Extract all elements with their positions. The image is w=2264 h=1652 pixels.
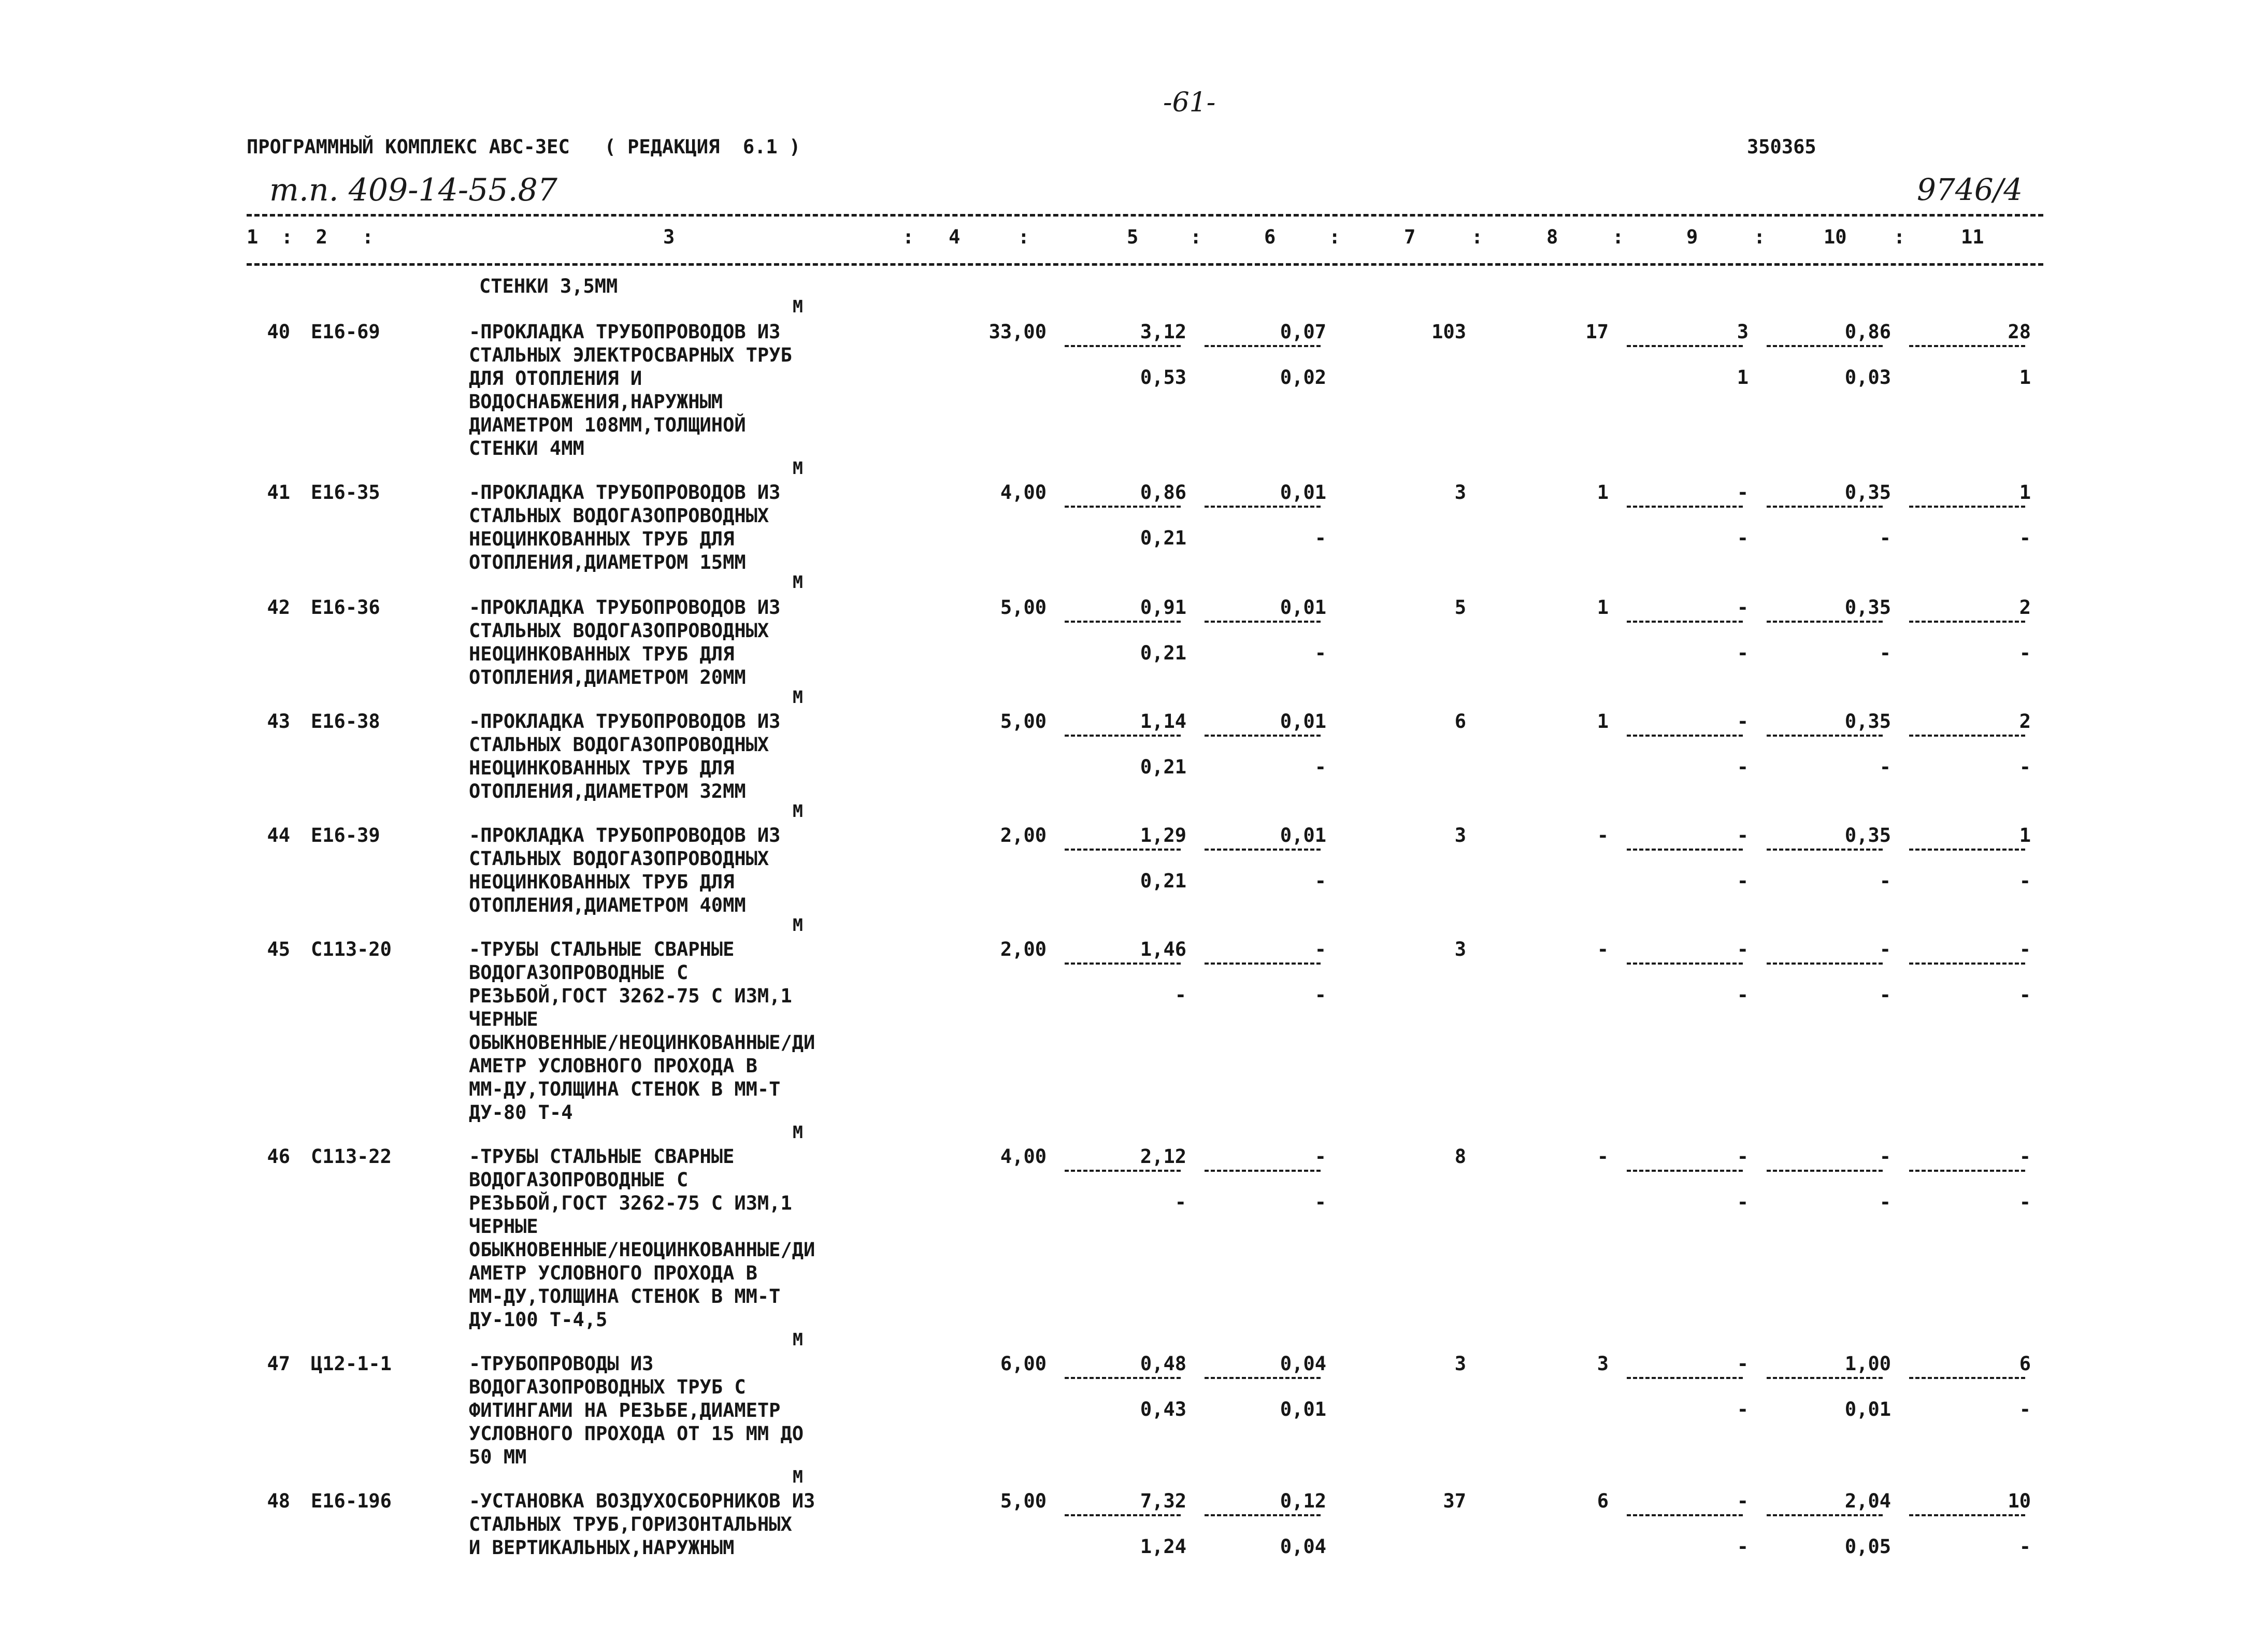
row-col-10-lower: -: [1879, 1191, 1891, 1213]
row-col-10-lower: 0,01: [1844, 1398, 1891, 1420]
row-description-line: АМЕТР УСЛОВНОГО ПРОХОДА В: [469, 1262, 757, 1284]
rule-bottom: [247, 263, 2043, 266]
row-col-11-lower: -: [2019, 1398, 2031, 1420]
doc-code-right: 9746/4: [1917, 172, 2023, 207]
row-col-8: -: [1597, 824, 1609, 846]
row-description-line: РЕЗЬБОЙ,ГОСТ 3262-75 С ИЗМ,1: [469, 1192, 792, 1214]
fraction-line: [1205, 506, 1321, 508]
row-col-10-lower: -: [1879, 642, 1891, 664]
row-col-11: 2: [2019, 710, 2031, 732]
row-unit: М: [793, 915, 803, 935]
row-col-5: 7,32: [1140, 1490, 1186, 1512]
row-col-9: -: [1737, 824, 1749, 846]
row-unit: М: [793, 1122, 803, 1142]
row-col-6: 0,01: [1280, 824, 1326, 846]
row-col-4: 4,00: [1000, 481, 1047, 504]
row-col-4: 5,00: [1000, 710, 1047, 732]
fraction-line: [1205, 963, 1321, 965]
row-col-4: 4,00: [1000, 1145, 1047, 1168]
row-number: 48: [267, 1490, 290, 1512]
row-unit: М: [793, 801, 803, 821]
col-6: 6: [1264, 226, 1276, 248]
row-col-6-lower: -: [1314, 984, 1326, 1006]
row-col-5: 3,12: [1140, 321, 1186, 343]
fraction-line: [1205, 849, 1321, 851]
row-code: Е16-196: [311, 1490, 392, 1512]
row-col-10-lower: 0,03: [1844, 366, 1891, 389]
row-description-line: ВОДОГАЗОПРОВОДНЫЕ С: [469, 1169, 689, 1191]
row-col-7: 103: [1431, 321, 1466, 343]
col-3: 3: [663, 226, 675, 248]
row-description-line: НЕОЦИНКОВАННЫХ ТРУБ ДЛЯ: [469, 643, 735, 665]
row-col-6: 0,04: [1280, 1353, 1326, 1375]
row-col-11-lower: -: [2019, 756, 2031, 778]
fraction-line: [1909, 1514, 2025, 1516]
col-7: 7: [1404, 226, 1416, 248]
row-description-line: ОБЫКНОВЕННЫЕ/НЕОЦИНКОВАННЫЕ/ДИ: [469, 1031, 815, 1054]
page-number: -61-: [1163, 87, 1216, 118]
row-description-line: НЕОЦИНКОВАННЫХ ТРУБ ДЛЯ: [469, 528, 735, 550]
col-1-2: 1 : 2 :: [247, 226, 374, 248]
row-col-7: 3: [1454, 938, 1466, 960]
row-col-6: 0,01: [1280, 481, 1326, 504]
row-col-8: 1: [1597, 710, 1609, 732]
continuation-unit: М: [793, 296, 803, 317]
row-description-line: ОТОПЛЕНИЯ,ДИАМЕТРОМ 20ММ: [469, 666, 746, 688]
row-col-11-lower: -: [2019, 1191, 2031, 1213]
rule-top: [247, 214, 2043, 217]
row-col-8: -: [1597, 938, 1609, 960]
doc-number: 350365: [1747, 136, 1816, 158]
row-col-5-lower: 1,24: [1140, 1535, 1186, 1558]
row-description-line: -ПРОКЛАДКА ТРУБОПРОВОДОВ ИЗ: [469, 710, 781, 732]
fraction-line: [1767, 963, 1883, 965]
row-code: Е16-39: [311, 824, 380, 846]
fraction-line: [1065, 1514, 1181, 1516]
row-description-line: -ПРОКЛАДКА ТРУБОПРОВОДОВ ИЗ: [469, 321, 781, 343]
row-col-8: -: [1597, 1145, 1609, 1168]
row-description-line: -ТРУБЫ СТАЛЬНЫЕ СВАРНЫЕ: [469, 938, 735, 960]
row-col-10: 0,86: [1844, 321, 1891, 343]
col-sep: :: [1612, 226, 1624, 248]
row-col-11-lower: -: [2019, 984, 2031, 1006]
row-col-10: 0,35: [1844, 824, 1891, 846]
row-col-9-lower: -: [1737, 527, 1749, 549]
fraction-line: [1909, 1377, 2025, 1379]
row-description-line: -ПРОКЛАДКА ТРУБОПРОВОДОВ ИЗ: [469, 481, 781, 504]
continuation-line: СТЕНКИ 3,5ММ: [479, 275, 618, 297]
row-col-9-lower: -: [1737, 1535, 1749, 1558]
fraction-line: [1065, 963, 1181, 965]
row-description-line: 50 ММ: [469, 1446, 527, 1468]
row-description-line: -ТРУБОПРОВОДЫ ИЗ: [469, 1353, 654, 1375]
fraction-line: [1767, 849, 1883, 851]
row-col-5-lower: 0,21: [1140, 870, 1186, 892]
row-col-11-lower: -: [2019, 1535, 2031, 1558]
row-code: С113-22: [311, 1145, 392, 1168]
fraction-line: [1627, 1377, 1743, 1379]
fraction-line: [1767, 1170, 1883, 1172]
col-5: 5: [1127, 226, 1139, 248]
row-number: 45: [267, 938, 290, 960]
row-description-line: ВОДОГАЗОПРОВОДНЫХ ТРУБ С: [469, 1376, 746, 1398]
row-col-9-lower: -: [1737, 984, 1749, 1006]
row-number: 42: [267, 596, 290, 619]
row-col-9-lower: 1: [1737, 366, 1749, 389]
row-col-11: 2: [2019, 596, 2031, 619]
row-description-line: ЧЕРНЫЕ: [469, 1215, 538, 1238]
row-col-10: 2,04: [1844, 1490, 1891, 1512]
row-col-9: -: [1737, 938, 1749, 960]
row-description-line: И ВЕРТИКАЛЬНЫХ,НАРУЖНЫМ: [469, 1536, 735, 1559]
row-col-9-lower: -: [1737, 870, 1749, 892]
row-code: Е16-38: [311, 710, 380, 732]
row-col-9: -: [1737, 1353, 1749, 1375]
fraction-line: [1627, 1514, 1743, 1516]
fraction-line: [1065, 345, 1181, 347]
col-sep: :: [1894, 226, 1905, 248]
row-col-4: 6,00: [1000, 1353, 1047, 1375]
row-description-line: УСЛОВНОГО ПРОХОДА ОТ 15 ММ ДО: [469, 1423, 804, 1445]
row-col-11-lower: -: [2019, 642, 2031, 664]
row-col-5: 0,86: [1140, 481, 1186, 504]
row-col-5: 1,29: [1140, 824, 1186, 846]
row-unit: М: [793, 1467, 803, 1487]
row-col-9-lower: -: [1737, 756, 1749, 778]
row-col-9-lower: -: [1737, 1398, 1749, 1420]
row-col-9: -: [1737, 481, 1749, 504]
row-description-line: СТАЛЬНЫХ ЭЛЕКТРОСВАРНЫХ ТРУБ: [469, 344, 792, 366]
row-description-line: ВОДОГАЗОПРОВОДНЫЕ С: [469, 961, 689, 984]
row-col-5-lower: 0,21: [1140, 527, 1186, 549]
row-col-6-lower: 0,01: [1280, 1398, 1326, 1420]
row-col-6: 0,01: [1280, 710, 1326, 732]
row-col-4: 33,00: [988, 321, 1047, 343]
row-col-11: 10: [2008, 1490, 2031, 1512]
row-col-8: 6: [1597, 1490, 1609, 1512]
row-col-5: 2,12: [1140, 1145, 1186, 1168]
fraction-line: [1205, 1377, 1321, 1379]
row-col-9: 3: [1737, 321, 1749, 343]
row-number: 41: [267, 481, 290, 504]
row-col-10: 0,35: [1844, 596, 1891, 619]
row-col-10: -: [1879, 1145, 1891, 1168]
row-description-line: ОТОПЛЕНИЯ,ДИАМЕТРОМ 32ММ: [469, 780, 746, 802]
row-col-4: 5,00: [1000, 1490, 1047, 1512]
fraction-line: [1627, 345, 1743, 347]
row-code: С113-20: [311, 938, 392, 960]
row-col-5: 1,46: [1140, 938, 1186, 960]
row-description-line: ДИАМЕТРОМ 108ММ,ТОЛЩИНОЙ: [469, 414, 746, 436]
row-col-4: 2,00: [1000, 824, 1047, 846]
row-col-5: 0,48: [1140, 1353, 1186, 1375]
col-4: : 4 :: [902, 226, 1030, 248]
fraction-line: [1065, 1377, 1181, 1379]
row-description-line: НЕОЦИНКОВАННЫХ ТРУБ ДЛЯ: [469, 871, 735, 893]
fraction-line: [1627, 849, 1743, 851]
row-col-11: -: [2019, 938, 2031, 960]
row-col-9-lower: -: [1737, 642, 1749, 664]
row-col-10-lower: -: [1879, 527, 1891, 549]
row-col-8: 1: [1597, 481, 1609, 504]
row-description-line: ОТОПЛЕНИЯ,ДИАМЕТРОМ 15ММ: [469, 551, 746, 573]
row-col-7: 3: [1454, 1353, 1466, 1375]
row-col-6: 0,12: [1280, 1490, 1326, 1512]
row-description-line: СТЕНКИ 4ММ: [469, 437, 584, 459]
row-description-line: ДУ-80 Т-4: [469, 1101, 573, 1124]
column-headers: [0, 226, 2264, 252]
col-10: 10: [1824, 226, 1847, 248]
row-description-line: ММ-ДУ,ТОЛЩИНА СТЕНОК В ММ-Т: [469, 1078, 781, 1100]
row-col-8: 1: [1597, 596, 1609, 619]
fraction-line: [1627, 621, 1743, 623]
fraction-line: [1909, 345, 2025, 347]
fraction-line: [1065, 506, 1181, 508]
row-description-line: ЧЕРНЫЕ: [469, 1008, 538, 1030]
row-col-6-lower: 0,02: [1280, 366, 1326, 389]
row-col-10-lower: -: [1879, 870, 1891, 892]
row-col-11: -: [2019, 1145, 2031, 1168]
row-col-6: -: [1314, 938, 1326, 960]
row-description-line: ОТОПЛЕНИЯ,ДИАМЕТРОМ 40ММ: [469, 894, 746, 916]
fraction-line: [1909, 963, 2025, 965]
col-sep: :: [1329, 226, 1341, 248]
row-code: Ц12-1-1: [311, 1353, 392, 1375]
fraction-line: [1909, 1170, 2025, 1172]
row-unit: М: [793, 1329, 803, 1349]
row-col-6-lower: -: [1314, 1191, 1326, 1213]
col-sep: :: [1471, 226, 1483, 248]
row-number: 40: [267, 321, 290, 343]
fraction-line: [1767, 735, 1883, 737]
row-col-8: 17: [1585, 321, 1609, 343]
program-title: ПРОГРАММНЫЙ КОМПЛЕКС АВС-3ЕС ( РЕДАКЦИЯ 6.1 ): [247, 136, 801, 158]
row-description-line: ДУ-100 Т-4,5: [469, 1309, 608, 1331]
row-description-line: ДЛЯ ОТОПЛЕНИЯ И: [469, 367, 642, 390]
fraction-line: [1767, 1514, 1883, 1516]
row-col-7: 8: [1454, 1145, 1466, 1168]
fraction-line: [1065, 735, 1181, 737]
row-col-4: 5,00: [1000, 596, 1047, 619]
row-description-line: ММ-ДУ,ТОЛЩИНА СТЕНОК В ММ-Т: [469, 1285, 781, 1308]
row-number: 44: [267, 824, 290, 846]
row-col-10-lower: -: [1879, 984, 1891, 1006]
row-description-line: СТАЛЬНЫХ ВОДОГАЗОПРОВОДНЫХ: [469, 734, 769, 756]
row-code: Е16-35: [311, 481, 380, 504]
fraction-line: [1909, 621, 2025, 623]
fraction-line: [1909, 735, 2025, 737]
row-description-line: СТАЛЬНЫХ ВОДОГАЗОПРОВОДНЫХ: [469, 620, 769, 642]
row-description-line: ОБЫКНОВЕННЫЕ/НЕОЦИНКОВАННЫЕ/ДИ: [469, 1239, 815, 1261]
row-description-line: СТАЛЬНЫХ ТРУБ,ГОРИЗОНТАЛЬНЫХ: [469, 1513, 792, 1535]
row-col-5-lower: 0,21: [1140, 642, 1186, 664]
row-col-9: -: [1737, 1145, 1749, 1168]
col-8: 8: [1546, 226, 1558, 248]
fraction-line: [1205, 1514, 1321, 1516]
row-col-9: -: [1737, 1490, 1749, 1512]
row-col-6: 0,07: [1280, 321, 1326, 343]
row-col-6: 0,01: [1280, 596, 1326, 619]
fraction-line: [1205, 621, 1321, 623]
row-code: Е16-36: [311, 596, 380, 619]
row-col-7: 6: [1454, 710, 1466, 732]
row-description-line: -ПРОКЛАДКА ТРУБОПРОВОДОВ ИЗ: [469, 824, 781, 846]
fraction-line: [1205, 1170, 1321, 1172]
fraction-line: [1909, 849, 2025, 851]
row-col-7: 3: [1454, 481, 1466, 504]
row-description-line: НЕОЦИНКОВАННЫХ ТРУБ ДЛЯ: [469, 757, 735, 779]
fraction-line: [1767, 621, 1883, 623]
row-col-11-lower: 1: [2019, 366, 2031, 389]
row-description-line: -ПРОКЛАДКА ТРУБОПРОВОДОВ ИЗ: [469, 596, 781, 619]
row-col-11-lower: -: [2019, 527, 2031, 549]
col-sep: :: [1190, 226, 1202, 248]
row-col-8: 3: [1597, 1353, 1609, 1375]
row-col-10: 1,00: [1844, 1353, 1891, 1375]
row-col-9: -: [1737, 710, 1749, 732]
row-col-11: 28: [2008, 321, 2031, 343]
fraction-line: [1627, 506, 1743, 508]
fraction-line: [1627, 735, 1743, 737]
row-col-10-lower: 0,05: [1844, 1535, 1891, 1558]
row-col-11-lower: -: [2019, 870, 2031, 892]
fraction-line: [1767, 345, 1883, 347]
col-9: 9: [1686, 226, 1698, 248]
col-11: 11: [1961, 226, 1984, 248]
row-col-10: -: [1879, 938, 1891, 960]
row-description-line: -УСТАНОВКА ВОЗДУХОСБОРНИКОВ ИЗ: [469, 1490, 815, 1512]
row-unit: М: [793, 572, 803, 592]
row-col-10: 0,35: [1844, 481, 1891, 504]
row-col-5-lower: -: [1174, 984, 1186, 1006]
row-col-4: 2,00: [1000, 938, 1047, 960]
row-unit: М: [793, 687, 803, 707]
row-col-5-lower: 0,43: [1140, 1398, 1186, 1420]
row-col-5-lower: 0,53: [1140, 366, 1186, 389]
row-col-9: -: [1737, 596, 1749, 619]
row-col-6-lower: -: [1314, 870, 1326, 892]
row-col-6: -: [1314, 1145, 1326, 1168]
row-unit: М: [793, 458, 803, 478]
fraction-line: [1065, 621, 1181, 623]
row-description-line: -ТРУБЫ СТАЛЬНЫЕ СВАРНЫЕ: [469, 1145, 735, 1168]
row-description-line: РЕЗЬБОЙ,ГОСТ 3262-75 С ИЗМ,1: [469, 985, 792, 1007]
row-description-line: СТАЛЬНЫХ ВОДОГАЗОПРОВОДНЫХ: [469, 505, 769, 527]
fraction-line: [1909, 506, 2025, 508]
fraction-line: [1065, 849, 1181, 851]
fraction-line: [1205, 735, 1321, 737]
fraction-line: [1627, 1170, 1743, 1172]
row-col-11: 6: [2019, 1353, 2031, 1375]
row-col-7: 37: [1443, 1490, 1466, 1512]
row-col-10: 0,35: [1844, 710, 1891, 732]
fraction-line: [1767, 506, 1883, 508]
row-description-line: ВОДОСНАБЖЕНИЯ,НАРУЖНЫМ: [469, 391, 723, 413]
fraction-line: [1205, 345, 1321, 347]
row-col-7: 3: [1454, 824, 1466, 846]
row-description-line: АМЕТР УСЛОВНОГО ПРОХОДА В: [469, 1055, 757, 1077]
row-number: 43: [267, 710, 290, 732]
row-number: 47: [267, 1353, 290, 1375]
row-col-6-lower: 0,04: [1280, 1535, 1326, 1558]
fraction-line: [1767, 1377, 1883, 1379]
row-col-7: 5: [1454, 596, 1466, 619]
row-code: Е16-69: [311, 321, 380, 343]
fraction-line: [1627, 963, 1743, 965]
row-col-6-lower: -: [1314, 756, 1326, 778]
col-sep: :: [1754, 226, 1766, 248]
row-col-9-lower: -: [1737, 1191, 1749, 1213]
row-col-5: 0,91: [1140, 596, 1186, 619]
fraction-line: [1065, 1170, 1181, 1172]
row-col-10-lower: -: [1879, 756, 1891, 778]
row-col-11: 1: [2019, 481, 2031, 504]
row-col-6-lower: -: [1314, 527, 1326, 549]
row-col-5-lower: -: [1174, 1191, 1186, 1213]
row-col-11: 1: [2019, 824, 2031, 846]
row-description-line: ФИТИНГАМИ НА РЕЗЬБЕ,ДИАМЕТР: [469, 1399, 781, 1421]
row-col-5: 1,14: [1140, 710, 1186, 732]
row-description-line: СТАЛЬНЫХ ВОДОГАЗОПРОВОДНЫХ: [469, 847, 769, 870]
row-col-6-lower: -: [1314, 642, 1326, 664]
row-number: 46: [267, 1145, 290, 1168]
row-col-5-lower: 0,21: [1140, 756, 1186, 778]
doc-code-left: т.п. 409-14-55.87: [269, 172, 557, 208]
